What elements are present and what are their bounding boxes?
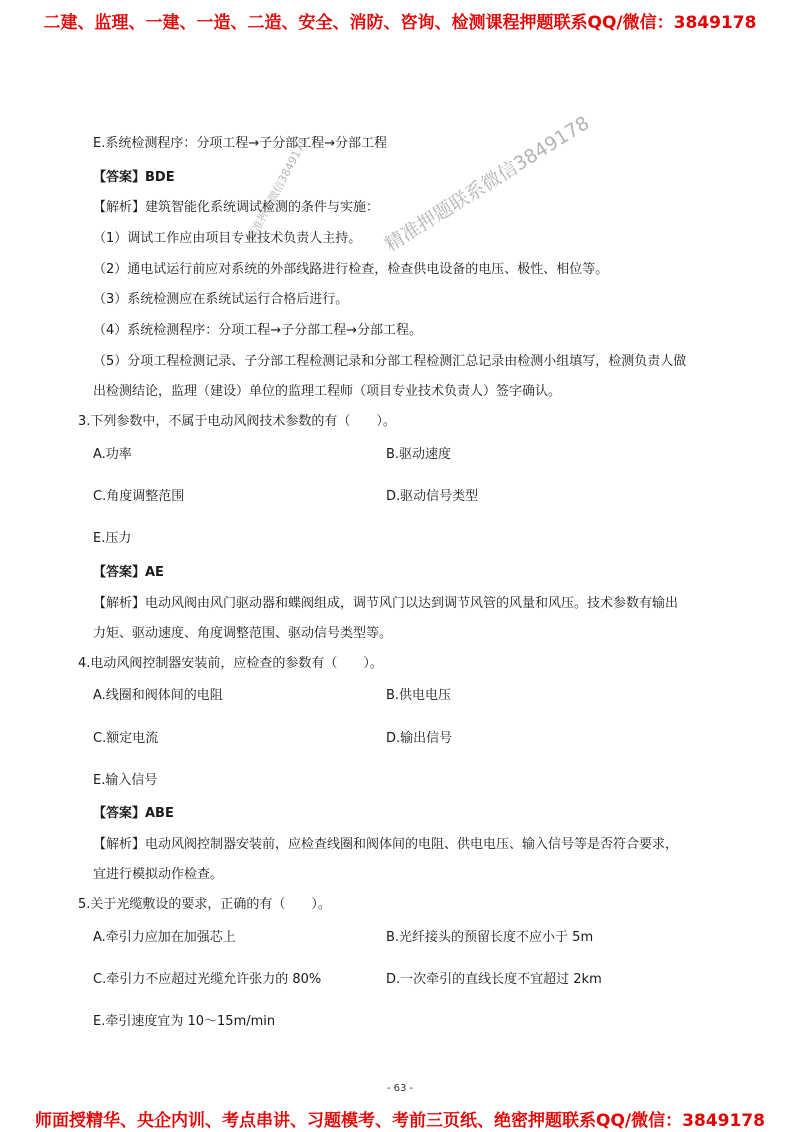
option-b: B.驱动速度 xyxy=(386,447,452,462)
answer-line: 【答案】BDE xyxy=(93,170,175,185)
option-e-line: E.系统检测程序：分项工程→子分部工程→分部工程 xyxy=(93,136,388,151)
option-e: E.牵引速度宜为 10～15m/min xyxy=(93,1014,276,1029)
explanation-line-continued: 宜进行模拟动作检查。 xyxy=(93,867,224,882)
explanation-item-continued: 出检测结论，监理（建设）单位的监理工程师（项目专业技术负责人）签字确认。 xyxy=(93,384,562,399)
option-d: D.输出信号 xyxy=(386,731,453,746)
option-c: C.牵引力不应超过光缆允许张力的 80% xyxy=(93,972,322,987)
question-3: 3.下列参数中，不属于电动风阀技术参数的有（ ）。 xyxy=(78,414,396,429)
answer-line: 【答案】ABE xyxy=(93,806,174,821)
option-b: B.供电电压 xyxy=(386,688,452,703)
explanation-item: （3）系统检测应在系统试运行合格后进行。 xyxy=(93,292,349,307)
option-e: E.压力 xyxy=(93,531,132,546)
option-e: E.输入信号 xyxy=(93,773,158,788)
option-c: C.角度调整范围 xyxy=(93,489,185,504)
small-watermark: 精准押题微信3849178 xyxy=(244,135,311,244)
explanation-item: （1）调试工作应由项目专业技术负责人主持。 xyxy=(93,231,362,246)
explanation-line: 【解析】电动风阀控制器安装前，应检查线圈和阀体间的电阻、供电电压、输入信号等是否符合要求， xyxy=(93,837,679,852)
option-a: A.线圈和阀体间的电阻 xyxy=(93,688,223,703)
promo-banner-bottom: 师面授精华、央企内训、考点串讲、习题模考、考前三页纸、绝密押题联系QQ/微信：3849178 xyxy=(35,1111,765,1131)
explanation-heading: 【解析】建筑智能化系统调试检测的条件与实施： xyxy=(93,200,380,215)
option-b: B.光纤接头的预留长度不应小于 5m xyxy=(386,930,594,945)
question-4: 4.电动风阀控制器安装前，应检查的参数有（ ）。 xyxy=(78,656,383,671)
option-c: C.额定电流 xyxy=(93,731,159,746)
page-number: - 63 - xyxy=(386,1083,414,1094)
explanation-item: （2）通电试运行前应对系统的外部线路进行检查，检查供电设备的电压、极性、相位等。 xyxy=(93,262,609,277)
diagonal-watermark: 精准押题联系微信3849178 xyxy=(380,112,594,257)
explanation-item: （4）系统检测程序：分项工程→子分部工程→分部工程。 xyxy=(93,323,423,338)
explanation-line-continued: 力矩、驱动速度、角度调整范围、驱动信号类型等。 xyxy=(93,626,393,641)
option-a: A.功率 xyxy=(93,447,132,462)
answer-line: 【答案】AE xyxy=(93,565,164,580)
option-a: A.牵引力应加在加强芯上 xyxy=(93,930,236,945)
explanation-item: （5）分项工程检测记录、子分部工程检测记录和分部工程检测汇总记录由检测小组填写，检测负责人做 xyxy=(93,354,687,369)
explanation-line: 【解析】电动风阀由风门驱动器和蝶阀组成，调节风门以达到调节风管的风量和风压。技术参数有输出 xyxy=(93,596,679,611)
promo-banner-top: 二建、监理、一建、一造、二造、安全、消防、咨询、检测课程押题联系QQ/微信：3849178 xyxy=(43,13,757,33)
question-5: 5.关于光缆敷设的要求，正确的有（ ）。 xyxy=(78,897,331,912)
option-d: D.一次牵引的直线长度不宜超过 2km xyxy=(386,972,602,987)
option-d: D.驱动信号类型 xyxy=(386,489,479,504)
